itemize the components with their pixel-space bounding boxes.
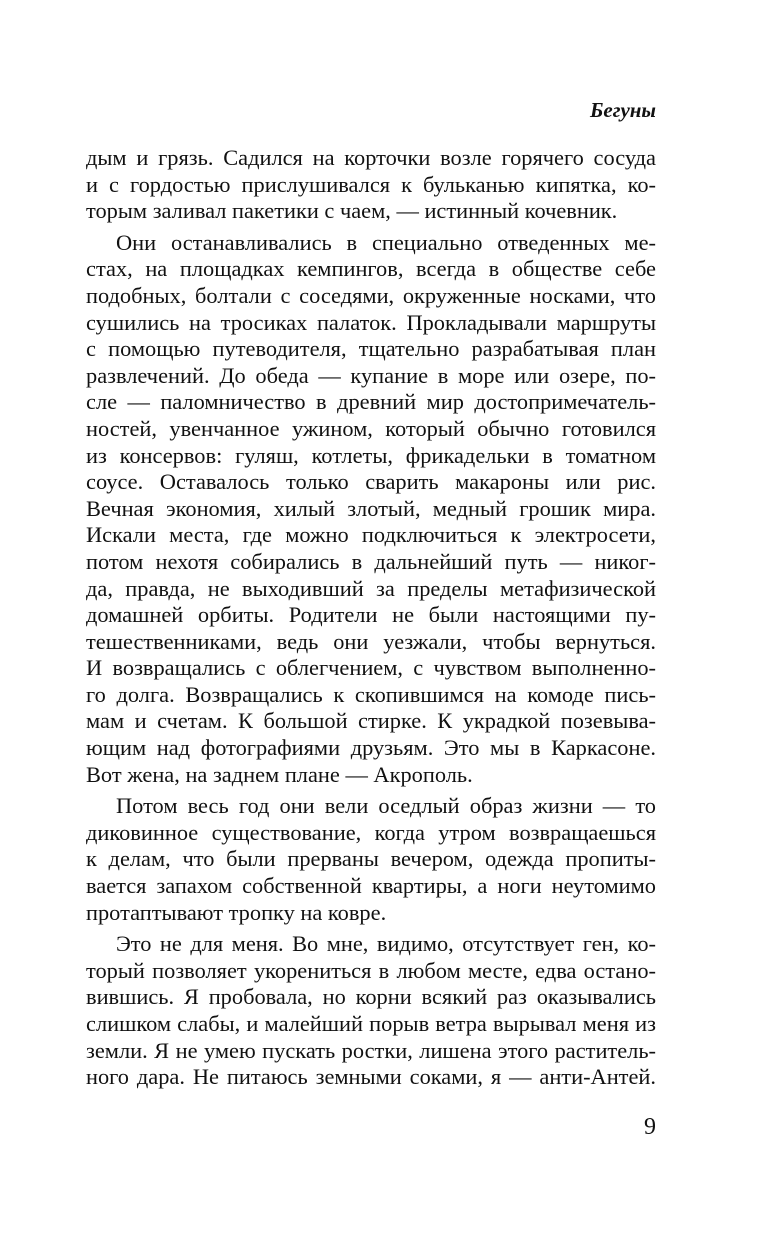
text-line: развлечений. До обеда — купание в море или озере, по-: [86, 362, 656, 388]
text-line: да, правда, не выходивший за пределы метафизической: [86, 575, 656, 601]
paragraph: [86, 931, 656, 1091]
body-text: [86, 145, 656, 1091]
text-line: ющим над фотографиями друзьям. Это мы в Каркасоне.: [86, 735, 656, 761]
text-line: с помощью путеводителя, тщательно разрабатывая план: [86, 336, 656, 362]
text-line: вившись. Я пробовала, но корни всякий раз оказывались: [86, 984, 656, 1010]
text-line: торым заливал пакетики с чаем, — истинный кочевник.: [86, 198, 618, 224]
text-line: мам и счетам. К большой стирке. К украдкой позевыва-: [86, 708, 656, 734]
text-line: Они останавливались в специально отведенных ме-: [116, 229, 656, 255]
page-number: 9: [644, 1114, 656, 1140]
text-line: тешественниками, ведь они уезжали, чтобы вернуться.: [86, 628, 656, 654]
text-line: Искали места, где можно подключиться к электросети,: [86, 522, 656, 548]
text-line: го долга. Возвращались к скопившимся на комоде пись-: [86, 681, 656, 707]
text-line: из консервов: гуляш, котлеты, фрикадельки в томатном: [86, 442, 656, 468]
text-line: соусе. Оставалось только сварить макароны или рис.: [86, 469, 656, 495]
text-line: сушились на тросиках палаток. Прокладывали маршруты: [86, 309, 656, 335]
text-line: потом нехотя собирались в дальнейший путь — никог-: [86, 548, 656, 574]
text-line: диковинное существование, когда утром возвращаешься: [86, 819, 656, 845]
paragraph: [86, 793, 656, 926]
text-line: ного дара. Не питаюсь земными соками, я — анти-Антей.: [86, 1064, 656, 1090]
text-line: вается запахом собственной квартиры, а ноги неутомимо: [86, 873, 656, 899]
text-line: ностей, увенчанное ужином, который обычно готовился: [86, 415, 656, 441]
text-line: домашней орбиты. Родители не были настоящими пу-: [86, 602, 656, 628]
text-line: торый позволяет укорениться в любом месте, едва остано-: [86, 957, 656, 983]
text-line: Вечная экономия, хилый злотый, медный грошик мира.: [86, 495, 656, 521]
text-line: протаптывают тропку на ковре.: [86, 899, 387, 925]
text-line: подобных, болтали с соседями, окруженные носками, что: [86, 282, 656, 308]
text-line: Потом весь год они вели оседлый образ жизни — то: [116, 793, 656, 819]
text-line: сле — паломничество в древний мир достопримечатель-: [86, 389, 656, 415]
text-line: земли. Я не умею пускать ростки, лишена этого раститель-: [86, 1037, 656, 1063]
text-line: и с гордостью прислушивался к бульканью кипятка, ко-: [86, 171, 656, 197]
text-line: стах, на площадках кемпингов, всегда в обществе себе: [86, 256, 656, 282]
running-head: Бегуны: [590, 98, 656, 122]
text-line: Вот жена, на заднем плане — Акрополь.: [86, 761, 473, 787]
text-line: дым и грязь. Садился на корточки возле горячего сосуда: [86, 145, 656, 170]
paragraph: [86, 145, 656, 225]
text-line: слишком слабы, и малейший порыв ветра вырывал меня из: [86, 1011, 656, 1036]
text-line: И возвращались с облегчением, с чувством выполненно-: [86, 655, 656, 681]
text-line: к делам, что были прерваны вечером, одежда пропиты-: [86, 846, 656, 872]
paragraph: [86, 230, 656, 788]
text-line: Это не для меня. Во мне, видимо, отсутствует ген, ко-: [116, 931, 656, 957]
